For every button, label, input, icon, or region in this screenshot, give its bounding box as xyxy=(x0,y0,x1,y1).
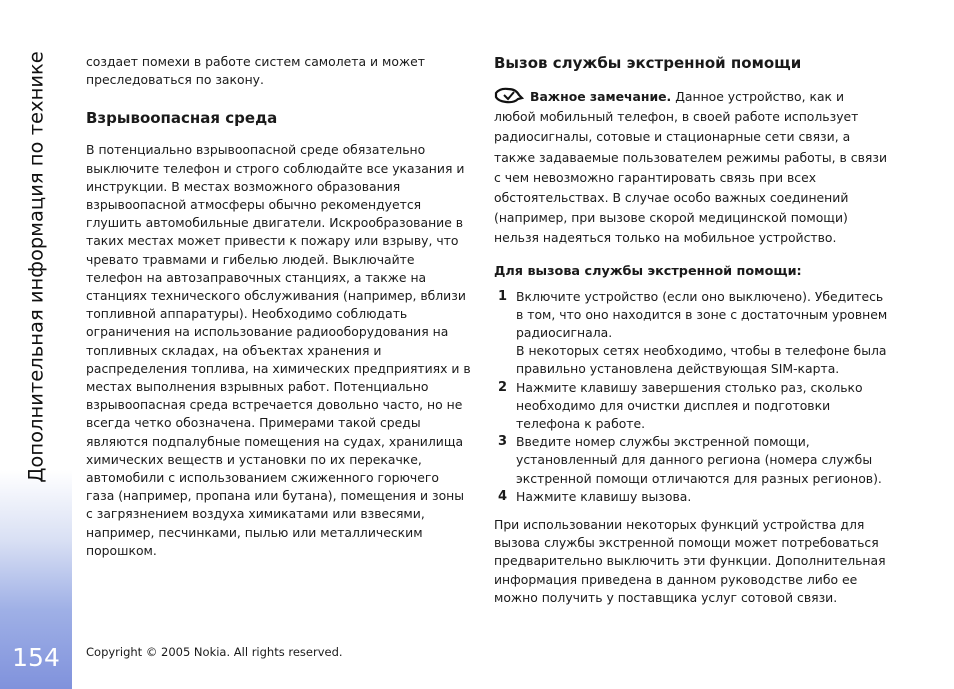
closing-paragraph: При использовании некоторых функций устройства для вызова службы экстренной помощи может потребоваться предварительно выключить эти функции. Дополнительная информация приведена в данном руководстве либо ее можно получить у поставщика услуг сотовой связи. xyxy=(494,517,886,605)
step-number: 4 xyxy=(498,488,508,504)
step-text: Включите устройство (если оно выключено). Убедитесь в том, что оно находится в зоне с достаточным уровнем радиосигнала. xyxy=(516,288,888,341)
right-column xyxy=(494,53,889,607)
sidebar xyxy=(0,0,72,689)
note-label: Важное замечание. xyxy=(530,89,672,104)
copyright-footer: Copyright © 2005 Nokia. All rights reserved. xyxy=(86,645,343,659)
intro-paragraph: создает помехи в работе систем самолета и может преследоваться по закону. xyxy=(86,54,425,88)
list-item xyxy=(494,288,889,379)
list-item xyxy=(494,488,889,506)
step-text: Нажмите клавишу завершения столько раз, сколько необходимо для очистки дисплея и подготовки телефона к работе. xyxy=(516,379,863,432)
important-note xyxy=(494,85,889,249)
list-item xyxy=(494,433,889,488)
section-title: Дополнительная информация по технике xyxy=(24,51,48,483)
section-heading-explosive: Взрывоопасная среда xyxy=(86,109,278,128)
explosive-paragraph: В потенциально взрывоопасной среде обязательно выключите телефон и строго соблюдайте все указания и инструкции. В местах возможного образования взрывоопасной атмосферы обычно рекомендуется глушить автомобильные двигатели. Искрообразование в таких местах может привести к пожару или взрыву, что чревато травмами и гибелью людей. Выключайте телефон на автозаправочных станциях, а также на станциях технического обслуживания (например, вблизи топливной аппаратуры). Необходимо соблюдать ограничения на использование радиооборудования на топливных складах, на объектах хранения и распределения топлива, на химических предприятиях и в местах выполнения взрывных работ. Потенциально взрывоопасная среда встречается довольно часто, но не всегда четко обозначена. Примерами такой среды являются подпалубные помещения на судах, хранилища химических веществ и установки по их перекачке, автомобили с использованием сжиженного горючего газа (например, пропана или бутана), помещения и зоны с загрязнением воздуха химикатами или взвесями, например, песчинками, пылью или металлическим порошком. xyxy=(86,142,471,558)
left-column xyxy=(86,53,471,560)
steps-heading: Для вызова службы экстренной помощи: xyxy=(494,263,802,279)
section-heading-emergency: Вызов службы экстренной помощи xyxy=(494,54,802,72)
step-number: 2 xyxy=(498,379,508,395)
note-text: Данное устройство, как и любой мобильный телефон, в своей работе использует радиосигналы, сотовые и стационарные сети связи, а также задаваемые пользователем режимы работы, в связи с чем невозможно гарантировать связь при всех обстоятельствах. В случае особо важных соединений (например, при вызове скорой медицинской помощи) нельзя надеяться только на мобильное устройство. xyxy=(494,89,887,246)
step-text: Нажмите клавишу вызова. xyxy=(516,488,692,504)
page-number: 154 xyxy=(12,643,60,672)
step-extra-text: В некоторых сетях необходимо, чтобы в телефоне была правильно установлена действующая SIM-карта. xyxy=(516,343,887,377)
step-number: 3 xyxy=(498,434,508,450)
list-item xyxy=(494,379,889,434)
step-number: 1 xyxy=(498,288,508,304)
step-text: Введите номер службы экстренной помощи, установленный для данного региона (номера службы экстренной помощи отличаются для разных регионов). xyxy=(516,434,882,486)
steps-list xyxy=(494,288,889,506)
note-icon xyxy=(494,85,524,105)
